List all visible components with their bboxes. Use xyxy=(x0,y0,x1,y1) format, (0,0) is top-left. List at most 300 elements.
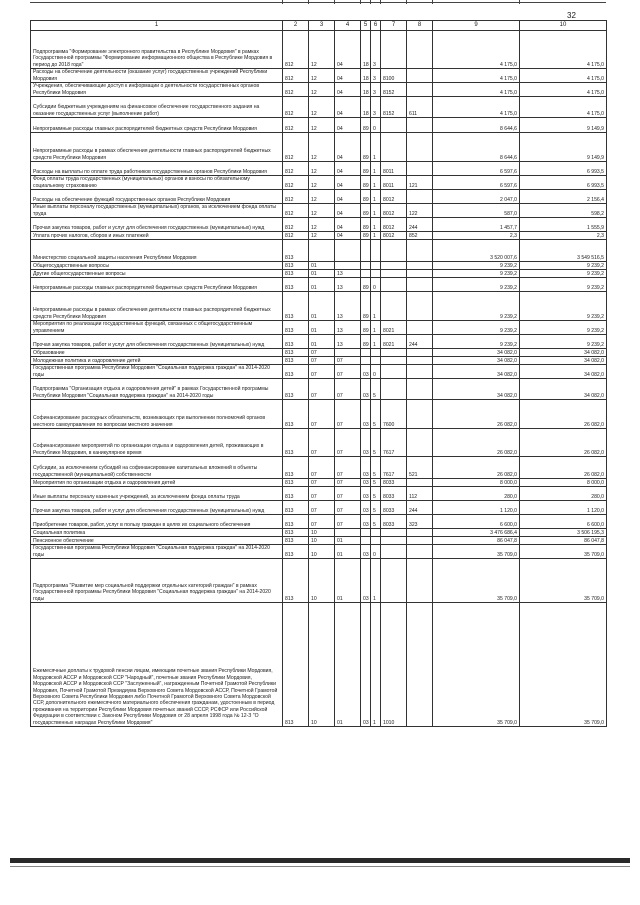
row-name-cell: Расходы на выплаты по оплате труда работников государственных органов Республики Мордовия xyxy=(31,162,283,176)
header-cell: 7 xyxy=(381,21,407,31)
row-c7-cell: 8033 xyxy=(381,501,407,515)
table-row xyxy=(31,118,607,133)
table-row xyxy=(31,537,607,545)
row-c7-cell xyxy=(381,31,407,69)
row-name-cell: Пенсионное обеспечение xyxy=(31,537,283,545)
row-c6-cell xyxy=(371,349,381,357)
row-c8-cell xyxy=(407,118,433,133)
row-c4-cell: 01 xyxy=(335,603,361,727)
row-c10-cell: 8 000,0 xyxy=(520,479,607,487)
row-c2-cell: 812 xyxy=(283,218,309,232)
row-c7-cell xyxy=(381,357,407,365)
row-c2-cell: 812 xyxy=(283,83,309,97)
row-c10-cell: 2 156,4 xyxy=(520,190,607,204)
row-c10-cell: 9 239,2 xyxy=(520,321,607,335)
row-name-cell: Учреждения, обеспечивающие доступ к информации о деятельности государственных органов Республики Мордовия xyxy=(31,83,283,97)
row-c3-cell: 07 xyxy=(309,515,335,529)
table-row xyxy=(31,133,607,162)
row-c3-cell: 07 xyxy=(309,365,335,379)
row-c9-cell: 280,0 xyxy=(433,487,520,501)
row-c7-cell xyxy=(381,365,407,379)
row-c10-cell: 6 993,5 xyxy=(520,162,607,176)
row-c6-cell xyxy=(371,240,381,262)
row-c9-cell: 34 082,0 xyxy=(433,365,520,379)
row-c4-cell: 01 xyxy=(335,545,361,559)
row-c5-cell xyxy=(361,357,371,365)
row-c5-cell: 89 xyxy=(361,162,371,176)
row-c8-cell xyxy=(407,190,433,204)
row-c7-cell xyxy=(381,240,407,262)
row-c4-cell: 07 xyxy=(335,400,361,429)
row-c2-cell: 813 xyxy=(283,501,309,515)
row-c9-cell: 9 239,2 xyxy=(433,292,520,321)
row-c4-cell: 07 xyxy=(335,379,361,400)
row-name-cell: Иные выплаты персоналу казенных учреждений, за исключением фонда оплаты труда xyxy=(31,487,283,501)
row-c3-cell: 10 xyxy=(309,529,335,537)
row-c4-cell: 04 xyxy=(335,190,361,204)
row-c8-cell xyxy=(407,262,433,270)
top-tick xyxy=(370,0,371,4)
row-name-cell: Фонд оплаты труда государственных (муниципальных) органов и взносы по обязательному социальному страхованию xyxy=(31,176,283,190)
row-c8-cell: 244 xyxy=(407,218,433,232)
row-c8-cell xyxy=(407,31,433,69)
table-row xyxy=(31,218,607,232)
row-c7-cell xyxy=(381,262,407,270)
row-c4-cell: 13 xyxy=(335,270,361,278)
row-c3-cell: 07 xyxy=(309,487,335,501)
row-c2-cell: 813 xyxy=(283,240,309,262)
row-c6-cell: 1 xyxy=(371,133,381,162)
table-row xyxy=(31,83,607,97)
row-c8-cell xyxy=(407,321,433,335)
row-c10-cell: 9 239,2 xyxy=(520,262,607,270)
row-c8-cell xyxy=(407,133,433,162)
row-c7-cell: 8011 xyxy=(381,176,407,190)
row-c5-cell xyxy=(361,349,371,357)
table-row xyxy=(31,487,607,501)
row-c5-cell: 03 xyxy=(361,457,371,479)
row-c4-cell: 04 xyxy=(335,133,361,162)
row-c8-cell xyxy=(407,545,433,559)
row-c9-cell: 4 175,0 xyxy=(433,69,520,83)
table-row xyxy=(31,204,607,218)
row-c8-cell xyxy=(407,69,433,83)
row-c6-cell xyxy=(371,270,381,278)
row-c10-cell: 4 175,0 xyxy=(520,31,607,69)
row-c6-cell: 3 xyxy=(371,31,381,69)
table-row xyxy=(31,162,607,176)
header-cell: 1 xyxy=(31,21,283,31)
row-c2-cell: 812 xyxy=(283,118,309,133)
row-c5-cell: 03 xyxy=(361,603,371,727)
table-row xyxy=(31,270,607,278)
row-c9-cell: 35 709,0 xyxy=(433,545,520,559)
table-row xyxy=(31,335,607,349)
row-c2-cell: 813 xyxy=(283,545,309,559)
row-name-cell: Ежемесячные доплаты к трудовой пенсии лицам, имеющим почетные звания Республики Мордовия, Мордовской АССР и Мордовской ССР "Народный", почетные звания Республики Мордовия, Мордовской АССР и Мордовской ССР "Заслуженный", награжденным Почетной Грамотой Республики Мордовия, Почетной Грамотой Президиума Верховного Совета Мордовской АССР, Почетной Грамотой Верховного Совета Республики Мордовия либо Почетной Грамотой Верховного Совета Мордовской ССР, дополнительного ежемесячного материального обеспечения гражданам, удостоенным в период проживания на территории Республики Мордовия почетных званий СССР, РСФСР или Российской Федерации в соответствии с Законом Республики Мордовия от 28 апреля 1998 года № 12-З "О государственных наградах Республики Мордовия" xyxy=(31,603,283,727)
row-c9-cell: 9 239,2 xyxy=(433,278,520,292)
row-c9-cell: 9 239,2 xyxy=(433,321,520,335)
row-c9-cell: 6 600,0 xyxy=(433,515,520,529)
row-c2-cell: 813 xyxy=(283,262,309,270)
table-row xyxy=(31,232,607,240)
row-c7-cell: 8033 xyxy=(381,487,407,501)
row-c3-cell: 07 xyxy=(309,379,335,400)
table-row xyxy=(31,97,607,118)
table-row xyxy=(31,69,607,83)
row-c6-cell: 5 xyxy=(371,515,381,529)
top-tick xyxy=(519,0,520,4)
row-c7-cell: 8012 xyxy=(381,232,407,240)
row-c9-cell: 587,0 xyxy=(433,204,520,218)
row-c9-cell: 1 457,7 xyxy=(433,218,520,232)
row-c6-cell: 5 xyxy=(371,400,381,429)
row-c9-cell: 2 047,0 xyxy=(433,190,520,204)
budget-table-container xyxy=(30,20,606,727)
row-c6-cell: 3 xyxy=(371,83,381,97)
row-c4-cell: 04 xyxy=(335,232,361,240)
row-c8-cell xyxy=(407,278,433,292)
row-c6-cell xyxy=(371,537,381,545)
table-header-row xyxy=(31,21,607,31)
row-c3-cell: 12 xyxy=(309,118,335,133)
row-name-cell: Прочая закупка товаров, работ и услуг для обеспечения государственных (муниципальных) нужд xyxy=(31,501,283,515)
row-c10-cell: 2,3 xyxy=(520,232,607,240)
row-c6-cell: 1 xyxy=(371,335,381,349)
row-c7-cell xyxy=(381,133,407,162)
row-c10-cell: 34 082,0 xyxy=(520,365,607,379)
table-row xyxy=(31,545,607,559)
row-c9-cell: 35 709,0 xyxy=(433,559,520,603)
row-c4-cell: 04 xyxy=(335,204,361,218)
header-cell: 6 xyxy=(371,21,381,31)
top-tick xyxy=(282,0,283,4)
row-c10-cell: 4 175,0 xyxy=(520,97,607,118)
row-name-cell: Расходы на обеспечение функций государственных органов Республики Мордовия xyxy=(31,190,283,204)
row-c10-cell: 9 239,2 xyxy=(520,270,607,278)
row-c3-cell: 10 xyxy=(309,603,335,727)
row-c10-cell: 6 600,0 xyxy=(520,515,607,529)
row-c10-cell: 26 082,0 xyxy=(520,429,607,457)
row-c9-cell: 86 047,8 xyxy=(433,537,520,545)
row-c8-cell xyxy=(407,349,433,357)
row-c3-cell: 07 xyxy=(309,357,335,365)
table-row xyxy=(31,603,607,727)
row-c9-cell: 4 175,0 xyxy=(433,31,520,69)
row-c8-cell xyxy=(407,429,433,457)
table-row xyxy=(31,457,607,479)
row-c5-cell: 03 xyxy=(361,545,371,559)
row-c8-cell xyxy=(407,270,433,278)
row-c10-cell: 9 239,2 xyxy=(520,335,607,349)
row-c8-cell xyxy=(407,479,433,487)
row-c7-cell xyxy=(381,559,407,603)
row-c3-cell: 07 xyxy=(309,479,335,487)
row-c4-cell: 07 xyxy=(335,357,361,365)
row-c3-cell: 01 xyxy=(309,335,335,349)
row-c5-cell xyxy=(361,270,371,278)
table-row xyxy=(31,501,607,515)
row-c3-cell: 12 xyxy=(309,176,335,190)
row-c8-cell: 852 xyxy=(407,232,433,240)
row-c10-cell: 35 709,0 xyxy=(520,545,607,559)
row-c7-cell: 8021 xyxy=(381,321,407,335)
row-c10-cell: 1 555,9 xyxy=(520,218,607,232)
row-c6-cell: 5 xyxy=(371,487,381,501)
row-c3-cell: 12 xyxy=(309,97,335,118)
row-c6-cell: 3 xyxy=(371,97,381,118)
row-c5-cell: 89 xyxy=(361,118,371,133)
row-c2-cell: 812 xyxy=(283,69,309,83)
row-c5-cell xyxy=(361,262,371,270)
table-row xyxy=(31,262,607,270)
row-c3-cell: 01 xyxy=(309,270,335,278)
table-row xyxy=(31,31,607,69)
top-tick xyxy=(380,0,381,4)
row-c5-cell: 03 xyxy=(361,479,371,487)
row-name-cell: Субсидии бюджетным учреждениям на финансовое обеспечение государственного задания на оказание государственных услуг (выполнение работ) xyxy=(31,97,283,118)
top-tick xyxy=(308,0,309,4)
row-c2-cell: 813 xyxy=(283,457,309,479)
row-c5-cell: 03 xyxy=(361,400,371,429)
row-c8-cell: 121 xyxy=(407,176,433,190)
row-c5-cell: 89 xyxy=(361,133,371,162)
row-c7-cell xyxy=(381,349,407,357)
row-c4-cell xyxy=(335,529,361,537)
row-c10-cell: 6 993,5 xyxy=(520,176,607,190)
row-name-cell: Общегосударственные вопросы xyxy=(31,262,283,270)
row-c7-cell xyxy=(381,292,407,321)
row-c5-cell: 18 xyxy=(361,97,371,118)
row-c2-cell: 812 xyxy=(283,204,309,218)
row-c10-cell: 9 239,2 xyxy=(520,278,607,292)
row-c7-cell: 8033 xyxy=(381,515,407,529)
row-c5-cell: 89 xyxy=(361,190,371,204)
row-c3-cell: 01 xyxy=(309,321,335,335)
row-c5-cell xyxy=(361,240,371,262)
top-tick xyxy=(334,0,335,4)
row-c6-cell: 3 xyxy=(371,69,381,83)
row-c6-cell: 1 xyxy=(371,559,381,603)
row-c7-cell: 8011 xyxy=(381,162,407,176)
table-row xyxy=(31,240,607,262)
row-c3-cell: 12 xyxy=(309,69,335,83)
row-name-cell: Непрограммные расходы главных распорядителей бюджетных средств Республики Мордовия xyxy=(31,278,283,292)
scan-bottom-edge xyxy=(10,858,630,863)
row-c8-cell: 244 xyxy=(407,335,433,349)
row-c7-cell: 7617 xyxy=(381,429,407,457)
row-c7-cell xyxy=(381,278,407,292)
row-c7-cell: 8012 xyxy=(381,218,407,232)
row-c2-cell: 812 xyxy=(283,97,309,118)
row-c6-cell xyxy=(371,357,381,365)
row-c5-cell: 89 xyxy=(361,292,371,321)
row-c6-cell: 5 xyxy=(371,457,381,479)
row-c3-cell: 12 xyxy=(309,190,335,204)
row-c4-cell: 07 xyxy=(335,501,361,515)
row-c10-cell: 26 082,0 xyxy=(520,400,607,429)
row-c3-cell: 10 xyxy=(309,559,335,603)
row-c4-cell: 07 xyxy=(335,515,361,529)
row-c4-cell: 01 xyxy=(335,559,361,603)
row-c9-cell: 34 082,0 xyxy=(433,357,520,365)
row-c10-cell: 9 149,9 xyxy=(520,133,607,162)
row-c2-cell: 813 xyxy=(283,603,309,727)
row-c9-cell: 34 082,0 xyxy=(433,349,520,357)
row-c3-cell: 12 xyxy=(309,218,335,232)
row-c9-cell: 35 709,0 xyxy=(433,603,520,727)
table-row xyxy=(31,529,607,537)
row-c2-cell: 813 xyxy=(283,559,309,603)
row-c7-cell: 8152 xyxy=(381,97,407,118)
row-c6-cell: 5 xyxy=(371,479,381,487)
header-cell: 3 xyxy=(309,21,335,31)
row-c2-cell: 813 xyxy=(283,429,309,457)
row-c6-cell: 1 xyxy=(371,218,381,232)
row-c2-cell: 813 xyxy=(283,349,309,357)
row-c10-cell: 4 175,0 xyxy=(520,83,607,97)
row-c3-cell: 10 xyxy=(309,537,335,545)
row-c7-cell xyxy=(381,379,407,400)
row-c6-cell: 1 xyxy=(371,190,381,204)
row-c7-cell: 8033 xyxy=(381,479,407,487)
row-c4-cell: 13 xyxy=(335,321,361,335)
row-name-cell: Другие общегосударственные вопросы xyxy=(31,270,283,278)
row-c2-cell: 813 xyxy=(283,278,309,292)
row-c5-cell: 89 xyxy=(361,218,371,232)
row-name-cell: Прочая закупка товаров, работ и услуг для обеспечения государственных (муниципальных) нужд xyxy=(31,218,283,232)
table-row xyxy=(31,292,607,321)
header-cell: 5 xyxy=(361,21,371,31)
row-c5-cell: 18 xyxy=(361,69,371,83)
table-row xyxy=(31,400,607,429)
row-c5-cell: 03 xyxy=(361,559,371,603)
row-c7-cell xyxy=(381,118,407,133)
header-cell: 8 xyxy=(407,21,433,31)
row-c3-cell: 07 xyxy=(309,400,335,429)
row-c6-cell: 1 xyxy=(371,204,381,218)
table-row xyxy=(31,278,607,292)
row-name-cell: Прочая закупка товаров, работ и услуг для обеспечения государственных (муниципальных) нужд xyxy=(31,335,283,349)
row-c9-cell: 26 082,0 xyxy=(433,400,520,429)
row-c10-cell: 34 082,0 xyxy=(520,349,607,357)
row-c3-cell: 10 xyxy=(309,545,335,559)
row-c3-cell: 12 xyxy=(309,83,335,97)
row-c2-cell: 812 xyxy=(283,31,309,69)
row-name-cell: Подпрограмма "Развитие мер социальной поддержки отдельных категорий граждан" в рамках Государственной программы Республики Мордовия "Социальная поддержка граждан" на 2014-2020 годы xyxy=(31,559,283,603)
row-c4-cell: 13 xyxy=(335,292,361,321)
row-c6-cell: 0 xyxy=(371,365,381,379)
row-c6-cell xyxy=(371,529,381,537)
row-c4-cell xyxy=(335,240,361,262)
row-c5-cell: 03 xyxy=(361,515,371,529)
row-c8-cell: 244 xyxy=(407,501,433,515)
row-c10-cell: 86 047,8 xyxy=(520,537,607,545)
row-c10-cell: 3 506 195,3 xyxy=(520,529,607,537)
row-c4-cell: 13 xyxy=(335,335,361,349)
row-c9-cell: 8 000,0 xyxy=(433,479,520,487)
row-c7-cell: 8021 xyxy=(381,335,407,349)
row-c2-cell: 813 xyxy=(283,529,309,537)
row-name-cell: Непрограммные расходы в рамках обеспечения деятельности главных распорядителей бюджетных средств Республики Мордовия xyxy=(31,292,283,321)
row-c7-cell: 8100 xyxy=(381,69,407,83)
row-c9-cell: 3 520 007,6 xyxy=(433,240,520,262)
row-c5-cell: 03 xyxy=(361,501,371,515)
table-row xyxy=(31,479,607,487)
row-c4-cell: 07 xyxy=(335,479,361,487)
row-c4-cell: 04 xyxy=(335,69,361,83)
row-c7-cell: 8012 xyxy=(381,190,407,204)
row-c10-cell: 26 082,0 xyxy=(520,457,607,479)
table-row xyxy=(31,379,607,400)
row-c2-cell: 813 xyxy=(283,400,309,429)
row-c3-cell: 07 xyxy=(309,457,335,479)
table-row xyxy=(31,176,607,190)
row-c8-cell xyxy=(407,357,433,365)
row-c8-cell xyxy=(407,537,433,545)
row-c5-cell: 03 xyxy=(361,487,371,501)
row-c5-cell: 03 xyxy=(361,429,371,457)
row-c2-cell: 813 xyxy=(283,321,309,335)
row-c3-cell: 07 xyxy=(309,501,335,515)
row-c8-cell xyxy=(407,400,433,429)
row-name-cell: Софинансирование расходных обязательств, возникающих при выполнении полномочий органов местного самоуправления по вопросам местного значения xyxy=(31,400,283,429)
table-row xyxy=(31,559,607,603)
row-c6-cell: 1 xyxy=(371,232,381,240)
row-c7-cell: 7600 xyxy=(381,400,407,429)
row-c5-cell: 03 xyxy=(361,365,371,379)
row-c3-cell: 01 xyxy=(309,292,335,321)
row-c6-cell: 1 xyxy=(371,162,381,176)
row-c2-cell: 812 xyxy=(283,133,309,162)
row-c9-cell: 4 175,0 xyxy=(433,83,520,97)
row-c4-cell: 04 xyxy=(335,118,361,133)
row-c8-cell: 112 xyxy=(407,487,433,501)
row-c4-cell: 04 xyxy=(335,162,361,176)
row-c3-cell: 12 xyxy=(309,232,335,240)
top-tick xyxy=(432,0,433,4)
row-c9-cell: 8 644,6 xyxy=(433,118,520,133)
row-c3-cell: 01 xyxy=(309,262,335,270)
row-c6-cell: 0 xyxy=(371,278,381,292)
row-c5-cell xyxy=(361,537,371,545)
row-c2-cell: 813 xyxy=(283,270,309,278)
row-c8-cell xyxy=(407,559,433,603)
row-name-cell: Образование xyxy=(31,349,283,357)
row-c4-cell: 07 xyxy=(335,365,361,379)
row-c8-cell xyxy=(407,162,433,176)
row-c9-cell: 9 239,2 xyxy=(433,335,520,349)
row-c9-cell: 34 082,0 xyxy=(433,379,520,400)
row-c9-cell: 4 175,0 xyxy=(433,97,520,118)
row-c5-cell: 89 xyxy=(361,176,371,190)
row-c8-cell xyxy=(407,292,433,321)
row-c8-cell: 122 xyxy=(407,204,433,218)
row-c5-cell xyxy=(361,529,371,537)
row-name-cell: Иные выплаты персоналу государственных (муниципальных) органов, за исключением фонда оплаты труда xyxy=(31,204,283,218)
row-c2-cell: 813 xyxy=(283,379,309,400)
header-cell: 9 xyxy=(433,21,520,31)
row-c5-cell: 03 xyxy=(361,379,371,400)
budget-table xyxy=(30,20,607,727)
row-c7-cell xyxy=(381,545,407,559)
row-c3-cell xyxy=(309,240,335,262)
row-name-cell: Субсидии, за исключением субсидий на софинансирование капитальных вложений в объекты государственной (муниципальной) собственности xyxy=(31,457,283,479)
row-c9-cell: 26 082,0 xyxy=(433,429,520,457)
row-c6-cell: 5 xyxy=(371,501,381,515)
row-c8-cell xyxy=(407,365,433,379)
top-tick xyxy=(406,0,407,4)
